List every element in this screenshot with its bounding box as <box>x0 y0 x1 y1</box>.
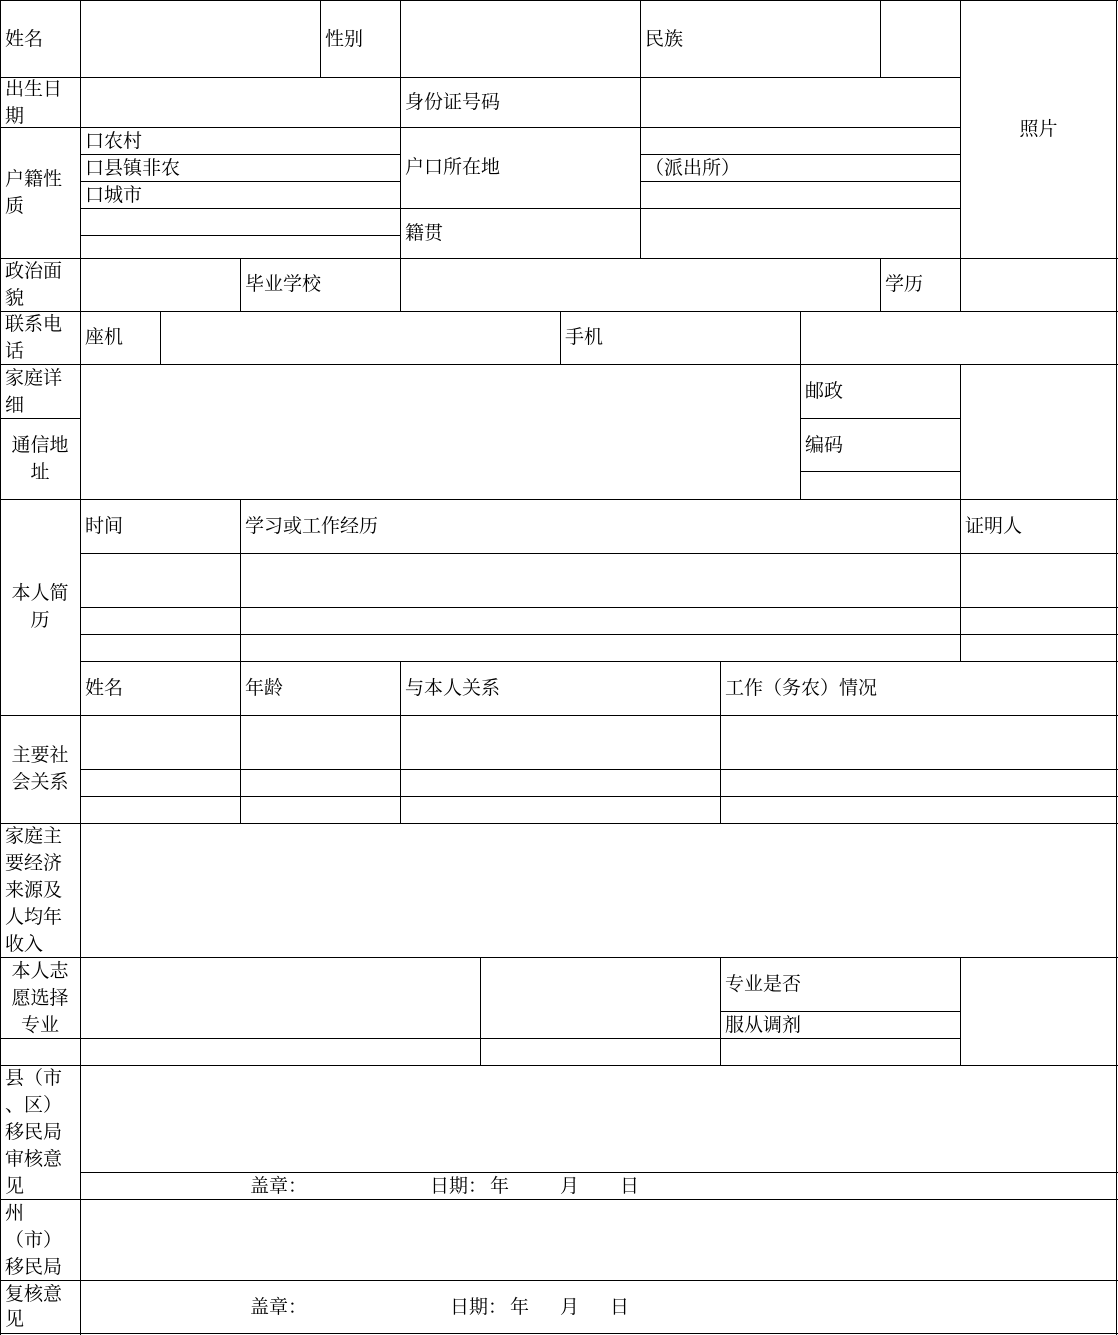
relations-col-name: 姓名 <box>85 677 124 699</box>
resume-col-experience: 学习或工作经历 <box>245 515 379 537</box>
photo-label: 照片 <box>1019 118 1058 140</box>
divider <box>80 769 1118 770</box>
birth-date-field[interactable] <box>81 78 400 127</box>
id-label: 身份证号码 <box>405 91 501 113</box>
prefecture-date-label: 日期： <box>450 1296 508 1318</box>
address-field[interactable] <box>81 365 800 499</box>
divider <box>80 1172 1118 1173</box>
county-year-label: 年 <box>490 1175 510 1197</box>
prefecture-opinion-field[interactable] <box>81 1200 1116 1280</box>
ethnicity-label: 民族 <box>645 28 684 50</box>
county-review-label: 审核意 <box>5 1148 63 1170</box>
major-choice-field[interactable] <box>81 958 480 1038</box>
name-label: 姓名 <box>5 28 44 50</box>
relations-col-age: 年龄 <box>245 677 284 699</box>
divider <box>80 553 1118 554</box>
relations-col-relationship: 与本人关系 <box>405 677 501 699</box>
phone-label-cont: 话 <box>5 340 25 362</box>
native-place-label: 籍贯 <box>405 222 444 244</box>
id-number-field[interactable] <box>641 78 960 127</box>
gender-field[interactable] <box>401 1 640 77</box>
police-station-label: （派出所） <box>645 157 741 179</box>
county-review-label: 见 <box>5 1175 25 1197</box>
divider <box>0 715 1118 716</box>
checkbox-town-nonfarm[interactable]: 口县镇非农 <box>85 157 181 179</box>
school-field[interactable] <box>401 259 880 311</box>
landline-label: 座机 <box>85 326 124 348</box>
county-stamp-label: 盖章： <box>250 1175 308 1197</box>
prefecture-review-label: 州 <box>5 1202 25 1224</box>
mobile-label: 手机 <box>565 326 604 348</box>
prefecture-day-label: 日 <box>610 1296 630 1318</box>
county-opinion-field[interactable] <box>81 1066 1116 1172</box>
county-month-label: 月 <box>560 1175 580 1197</box>
income-label: 家庭主 <box>5 825 63 847</box>
address-label-2: 通信地 <box>11 434 69 456</box>
obey-adjustment-field[interactable] <box>961 958 1116 1065</box>
relations-col-work: 工作（务农）情况 <box>725 677 878 699</box>
major-label-cont: 愿选择 <box>11 987 69 1009</box>
income-label: 人均年 <box>5 906 63 928</box>
divider <box>960 499 961 661</box>
political-status-field[interactable] <box>81 259 240 311</box>
landline-field[interactable] <box>161 312 560 364</box>
county-review-label: 移民局 <box>5 1121 63 1143</box>
gender-label: 性别 <box>325 28 364 50</box>
household-type-label-cont: 质 <box>5 195 25 217</box>
postal-label-cont: 编码 <box>805 434 844 456</box>
prefecture-stamp-label: 盖章： <box>250 1296 308 1318</box>
relations-label-cont: 会关系 <box>11 771 69 793</box>
income-label: 要经济 <box>5 852 63 874</box>
education-field[interactable] <box>961 259 1116 311</box>
border-right <box>1116 0 1117 1335</box>
divider <box>80 607 1118 608</box>
school-label: 毕业学校 <box>245 273 322 295</box>
divider <box>720 957 721 1065</box>
resume-col-witness: 证明人 <box>965 515 1023 537</box>
divider <box>400 661 401 823</box>
border-left <box>0 0 1 1335</box>
birth-label-cont: 期 <box>5 105 25 127</box>
postal-code-field[interactable] <box>961 365 1116 499</box>
household-type-label: 户籍性 <box>5 168 63 190</box>
major-label-cont-2: 专业 <box>20 1014 59 1036</box>
checkbox-city[interactable]: 口城市 <box>85 184 143 206</box>
divider <box>80 661 1118 662</box>
prefecture-month-label: 月 <box>560 1296 580 1318</box>
address-label: 家庭详 <box>5 367 63 389</box>
county-review-label: 县（市 <box>5 1067 63 1089</box>
divider <box>80 634 1118 635</box>
county-day-label: 日 <box>620 1175 640 1197</box>
major-choice-field-2[interactable] <box>481 958 720 1038</box>
phone-label: 联系电 <box>5 313 63 335</box>
border-bottom <box>0 1333 1118 1334</box>
income-label: 来源及 <box>5 879 63 901</box>
divider <box>800 418 960 419</box>
education-label: 学历 <box>885 273 924 295</box>
resume-label: 本人简 <box>11 582 69 604</box>
divider <box>560 311 561 364</box>
household-location-label: 户口所在地 <box>405 156 501 178</box>
resume-col-time: 时间 <box>85 515 124 537</box>
name-field[interactable] <box>81 1 320 77</box>
prefecture-review-label: （市） <box>5 1229 63 1251</box>
divider <box>320 0 321 77</box>
mobile-field[interactable] <box>801 312 1116 364</box>
county-date-label: 日期： <box>430 1175 488 1197</box>
county-review-label: 、区） <box>5 1094 63 1116</box>
prefecture-review-label: 见 <box>5 1308 25 1330</box>
address-label-cont: 细 <box>5 394 25 416</box>
ethnicity-field[interactable] <box>881 1 960 77</box>
prefecture-review-label: 复核意 <box>5 1283 63 1305</box>
divider <box>0 1280 1118 1281</box>
income-label: 收入 <box>5 933 44 955</box>
obey-adjustment-label-cont: 服从调剂 <box>725 1014 802 1036</box>
birth-label: 出生日 <box>5 78 63 100</box>
obey-adjustment-label: 专业是否 <box>725 973 802 995</box>
divider <box>880 258 881 311</box>
divider <box>0 499 1118 500</box>
relations-label: 主要社 <box>11 744 69 766</box>
postal-label: 邮政 <box>805 380 844 402</box>
divider <box>80 796 1118 797</box>
political-status-label-cont: 貌 <box>5 287 25 309</box>
resume-label-cont: 历 <box>30 609 50 631</box>
address-label-2-cont: 址 <box>30 461 50 483</box>
major-label: 本人志 <box>11 960 69 982</box>
divider <box>800 471 960 472</box>
checkbox-rural[interactable]: 口农村 <box>85 130 143 152</box>
political-status-label: 政治面 <box>5 260 63 282</box>
divider <box>720 661 721 823</box>
prefecture-review-label: 移民局 <box>5 1256 63 1278</box>
native-place-field[interactable] <box>641 209 960 258</box>
prefecture-year-label: 年 <box>510 1296 530 1318</box>
income-field[interactable] <box>81 824 1116 957</box>
divider <box>80 235 400 236</box>
divider <box>240 258 241 311</box>
